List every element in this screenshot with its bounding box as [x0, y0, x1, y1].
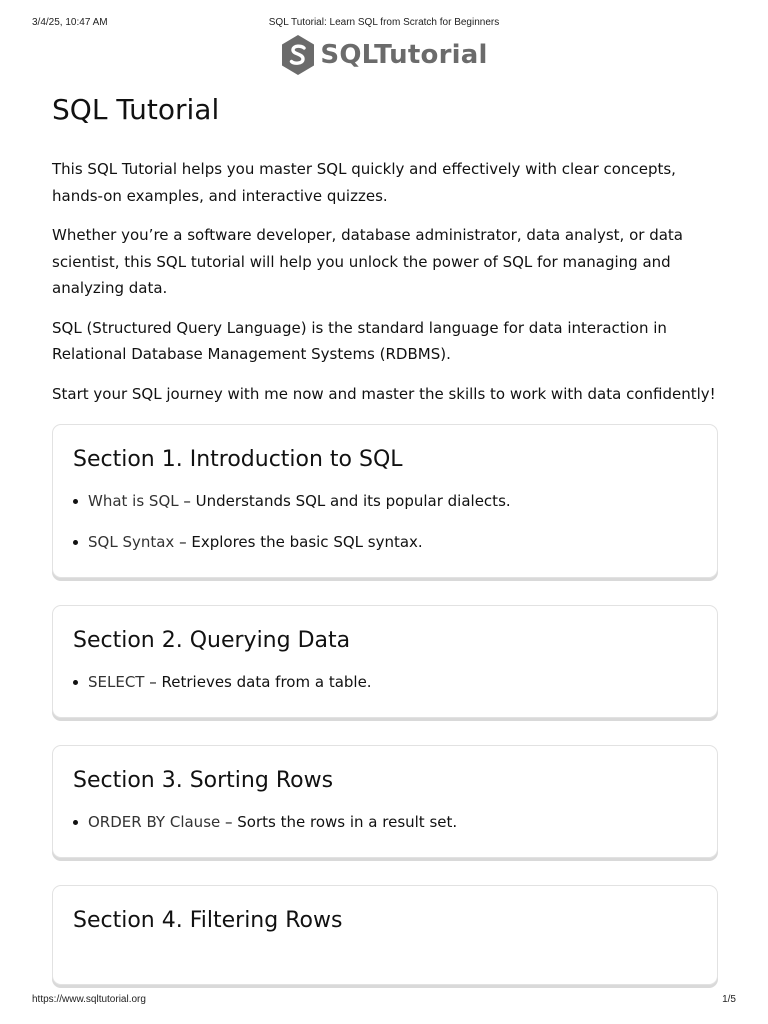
list-item: [73, 672, 697, 692]
section-title: Section 4. Filtering Rows: [73, 908, 343, 933]
topic-link-what-is-sql[interactable]: What is SQL: [88, 492, 179, 510]
list-item: [73, 812, 697, 832]
section-topic-list: [73, 672, 697, 692]
main-content: [52, 92, 716, 985]
topic-link-sql-syntax[interactable]: SQL Syntax: [88, 533, 175, 551]
section-card-filtering-rows: [52, 885, 718, 985]
topic-description: – Understands SQL and its popular dialects.: [178, 492, 511, 510]
section-card-introduction: [52, 424, 718, 578]
topic-description: – Explores the basic SQL syntax.: [174, 533, 423, 551]
bullet-icon: [73, 499, 78, 504]
intro-paragraph: This SQL Tutorial helps you master SQL quickly and effectively with clear concepts, hands-on examples, and interactive quizzes.: [52, 160, 676, 205]
print-url: https://www.sqltutorial.org: [32, 994, 146, 1005]
page-number: 1/5: [722, 994, 736, 1005]
print-date: 3/4/25, 10:47 AM: [32, 17, 108, 28]
intro-paragraph: Whether you’re a software developer, database administrator, data analyst, or data scientist, this SQL tutorial will help you unlock the power of SQL for managing and analyzing data.: [52, 226, 683, 297]
topic-description: – Retrieves data from a table.: [144, 673, 372, 691]
section-title: Section 1. Introduction to SQL: [73, 447, 403, 472]
bullet-icon: [73, 540, 78, 545]
topic-link-order-by[interactable]: ORDER BY Clause: [88, 813, 221, 831]
bullet-icon: [73, 680, 78, 685]
section-card-querying-data: [52, 605, 718, 718]
section-title: Section 2. Querying Data: [73, 628, 351, 653]
section-title: Section 3. Sorting Rows: [73, 768, 334, 793]
print-header: [32, 17, 736, 31]
intro-paragraph: SQL (Structured Query Language) is the standard language for data interaction in Relational Database Management Systems (RDBMS).: [52, 318, 667, 363]
list-item: [73, 532, 697, 552]
section-card-sorting-rows: [52, 745, 718, 858]
list-item: [73, 491, 697, 511]
print-document-title: SQL Tutorial: Learn SQL from Scratch for Beginners: [268, 17, 500, 28]
section-topic-list: [73, 812, 697, 832]
print-footer: [32, 994, 736, 1008]
section-topic-list: [73, 491, 697, 552]
site-logo[interactable]: [0, 34, 768, 76]
sqltutorial-logo-icon: [280, 34, 316, 76]
logo-text: SQLTutorial: [320, 40, 488, 70]
intro-paragraph: Start your SQL journey with me now and master the skills to work with data confidently!: [52, 384, 716, 403]
topic-description: – Sorts the rows in a result set.: [220, 813, 458, 831]
bullet-icon: [73, 820, 78, 825]
page-title: SQL Tutorial: [52, 93, 220, 126]
topic-link-select[interactable]: SELECT: [88, 673, 145, 691]
